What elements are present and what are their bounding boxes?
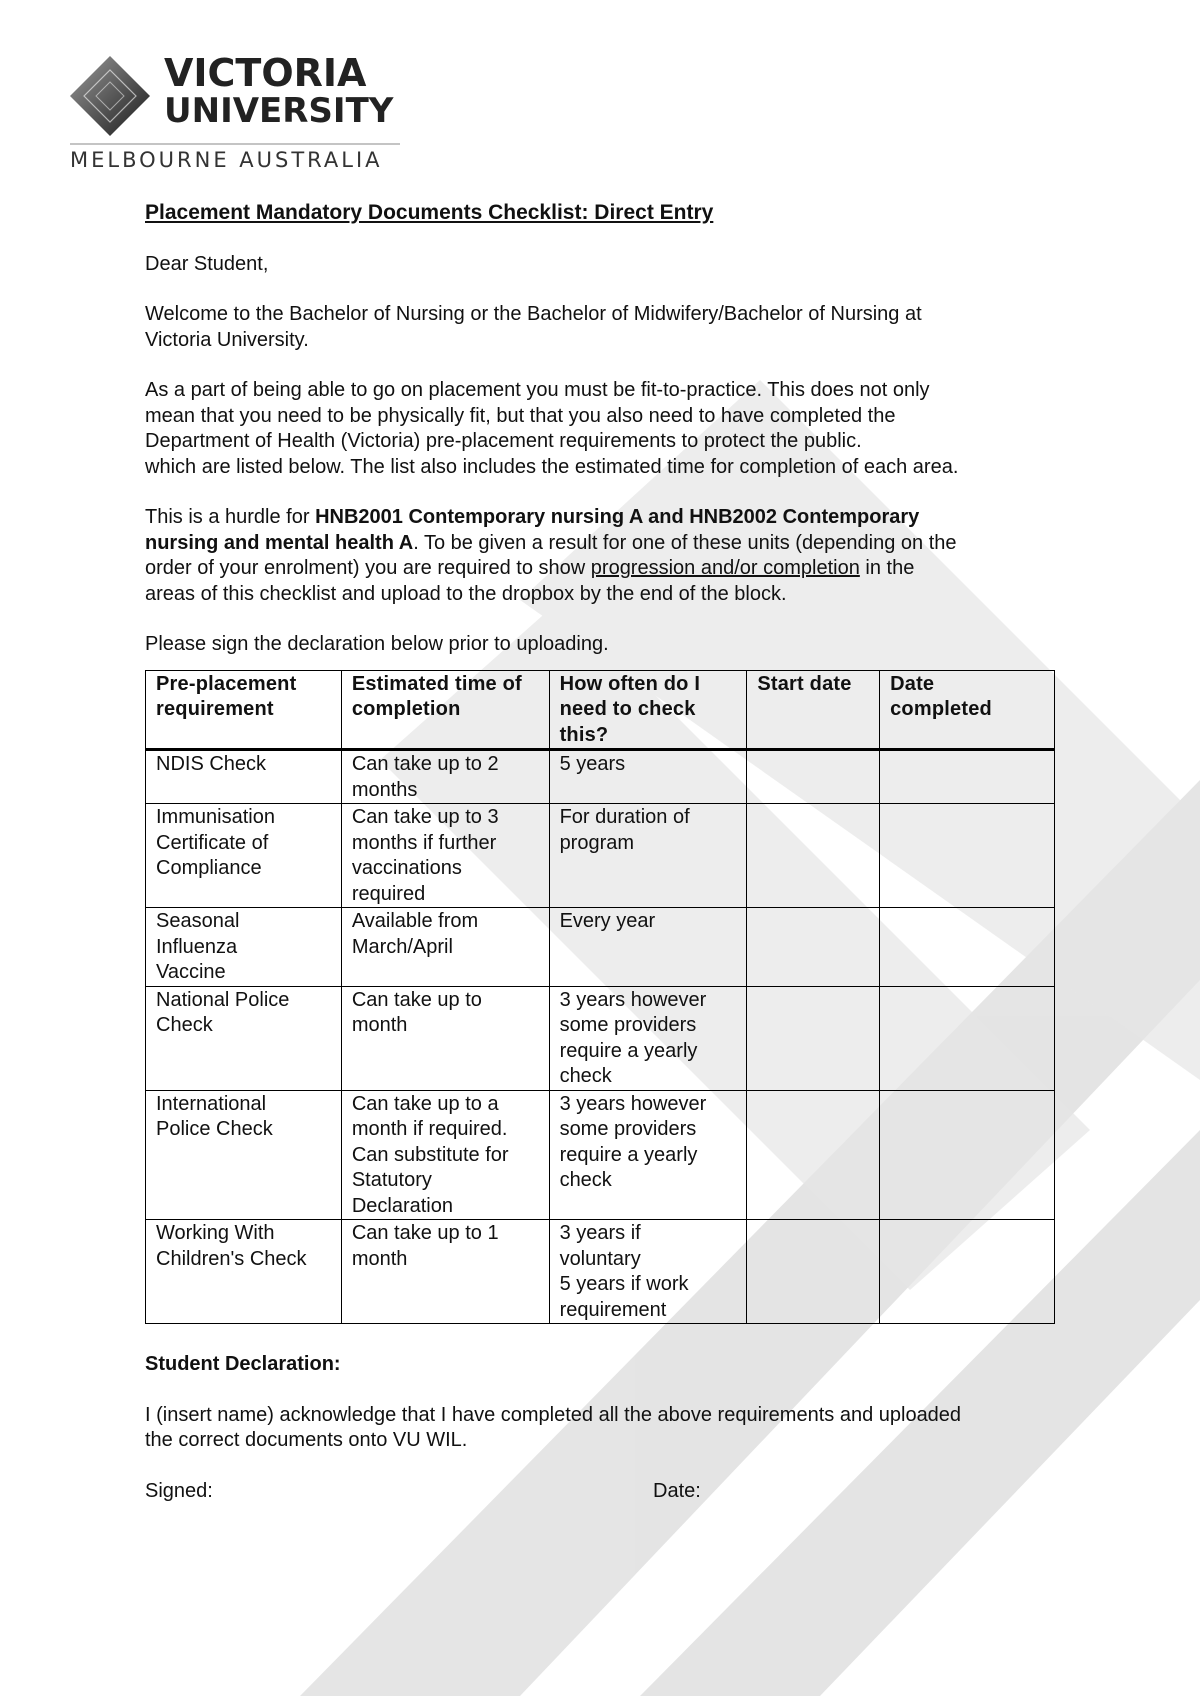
cell-text-line: month [351, 1247, 408, 1270]
cell-requirement [146, 986, 342, 1090]
cell-text-line: Certificate of [156, 831, 269, 854]
cell-text-line: required [351, 882, 426, 905]
cell-text-line: 5 years if work [559, 1273, 689, 1295]
cell-text-line: requirement [559, 1298, 667, 1321]
cell-text-line: 3 years however [559, 1092, 707, 1115]
cell-time [341, 750, 549, 804]
header-text-line: Estimated time of [351, 672, 522, 695]
header-text-line: requirement [156, 698, 274, 720]
fitness-line: As a part of being able to go on placement you must be fit-to-practice. This does not only [145, 379, 930, 401]
cell-date-completed[interactable] [880, 750, 1055, 804]
signature-row [145, 1479, 1055, 1505]
fitness-paragraph [145, 378, 1055, 480]
header-text-line: Date [890, 672, 935, 695]
header-date-completed [880, 670, 1055, 750]
header-text-line: completed [890, 698, 992, 720]
cell-start-date[interactable] [747, 908, 880, 987]
cell-date-completed[interactable] [880, 1220, 1055, 1324]
declaration-line: the correct documents onto VU WIL. [145, 1429, 468, 1451]
page-title: Placement Mandatory Documents Checklist: Direct Entry [145, 201, 714, 224]
cell-time [341, 1090, 549, 1220]
declaration-heading: Student Declaration: [145, 1353, 341, 1375]
cell-frequency [549, 804, 747, 908]
cell-text-line: Available from [351, 910, 479, 932]
welcome-paragraph [145, 302, 1055, 353]
header-text-line: Start date [757, 672, 852, 695]
table-header-row [146, 670, 1055, 750]
cell-text-line: Can take up to [351, 988, 482, 1011]
cell-text-line: NDIS Check [156, 753, 267, 775]
cell-time [341, 1220, 549, 1324]
cell-date-completed[interactable] [880, 908, 1055, 987]
cell-text-line: Vaccine [156, 961, 226, 983]
document-body [145, 200, 1055, 1505]
fitness-line: Department of Health (Victoria) pre-placement requirements to protect the public. [145, 430, 862, 452]
cell-text-line: Seasonal [156, 910, 240, 932]
cell-text-line: Statutory [351, 1169, 432, 1191]
table-row [146, 1220, 1055, 1324]
cell-date-completed[interactable] [880, 1090, 1055, 1220]
hurdle-line-3 [145, 556, 1055, 582]
unit-name: nursing and mental health A [145, 531, 414, 554]
header-text-line: How often do I [559, 672, 701, 695]
cell-text-line: Every year [559, 910, 656, 932]
cell-requirement [146, 1220, 342, 1324]
cell-date-completed[interactable] [880, 804, 1055, 908]
cell-text-line: National Police [156, 988, 290, 1011]
cell-time [341, 986, 549, 1090]
cell-requirement [146, 908, 342, 987]
cell-text-line: For duration of [559, 806, 690, 828]
table-row [146, 908, 1055, 987]
declaration-text [145, 1403, 1055, 1454]
cell-text-line: Can take up to a [351, 1092, 499, 1115]
cell-text-line: month if required. [351, 1118, 508, 1140]
cell-start-date[interactable] [747, 804, 880, 908]
hurdle-line-1 [145, 505, 1055, 531]
cell-text-line: Can take up to 2 [351, 753, 499, 775]
hurdle-line3-prefix: order of your enrolment) you are required to show [145, 557, 591, 579]
cell-frequency [549, 1090, 747, 1220]
cell-text-line: Compliance [156, 857, 262, 879]
header-text-line: need to check [559, 698, 696, 720]
cell-requirement [146, 1090, 342, 1220]
cell-text-line: Immunisation [156, 806, 275, 828]
cell-text-line: Working With [156, 1222, 275, 1244]
salutation: Dear Student, [145, 252, 269, 275]
cell-text-line: 3 years however [559, 988, 707, 1011]
cell-text-line: some providers [559, 1014, 697, 1036]
header-start-date [747, 670, 880, 750]
fitness-line: mean that you need to be physically fit, but that you also need to have completed the [145, 404, 896, 427]
cell-date-completed[interactable] [880, 986, 1055, 1090]
cell-text-line: month [351, 1014, 408, 1036]
cell-text-line: Can substitute for [351, 1143, 509, 1166]
cell-text-line: 5 years [559, 753, 626, 775]
cell-text-line: Children's Check [156, 1247, 307, 1270]
header-text-line: Pre-placement [156, 672, 297, 695]
cell-frequency [549, 908, 747, 987]
cell-text-line: require a yearly [559, 1039, 698, 1062]
table-row [146, 986, 1055, 1090]
cell-text-line: voluntary [559, 1247, 641, 1270]
cell-start-date[interactable] [747, 986, 880, 1090]
header-text-line: this? [559, 723, 609, 746]
cell-text-line: Can take up to 3 [351, 806, 499, 828]
cell-text-line: March/April [351, 935, 453, 958]
table-row [146, 1090, 1055, 1220]
cell-text-line: Check [156, 1014, 213, 1036]
header-frequency [549, 670, 747, 750]
unit-codes: HNB2001 Contemporary nursing A and HNB2002 Contemporary [315, 506, 920, 528]
header-requirement [146, 670, 342, 750]
hurdle-paragraph [145, 505, 1055, 607]
table-row [146, 750, 1055, 804]
cell-requirement [146, 804, 342, 908]
cell-text-line: Declaration [351, 1194, 453, 1217]
requirements-table [145, 670, 1055, 1325]
cell-text-line: Police Check [156, 1118, 273, 1140]
hurdle-line-2 [145, 531, 1055, 557]
cell-text-line: check [559, 1169, 612, 1191]
cell-frequency [549, 1220, 747, 1324]
hurdle-prefix: This is a hurdle for [145, 506, 316, 528]
cell-text-line: require a yearly [559, 1143, 698, 1166]
cell-frequency [549, 750, 747, 804]
logo-name-line1: VICTORIA [164, 51, 367, 95]
progression-emphasis: progression and/or completion [590, 557, 860, 579]
cell-start-date[interactable] [747, 750, 880, 804]
cell-time [341, 804, 549, 908]
cell-frequency [549, 986, 747, 1090]
cell-text-line: vaccinations [351, 857, 462, 879]
welcome-line: Welcome to the Bachelor of Nursing or the Bachelor of Midwifery/Bachelor of Nursing at [145, 303, 922, 325]
cell-text-line: program [559, 831, 635, 854]
hurdle-after-bold: . To be given a result for one of these units (depending on the [413, 531, 957, 554]
hurdle-line3-suffix: in the [859, 557, 915, 579]
cell-text-line: Influenza [156, 935, 238, 958]
cell-start-date[interactable] [747, 1090, 880, 1220]
declaration-line: I (insert name) acknowledge that I have completed all the above requirements and uploaded [145, 1403, 962, 1426]
university-logo [70, 51, 400, 176]
cell-requirement [146, 750, 342, 804]
signed-label: Signed: [145, 1479, 213, 1502]
header-time [341, 670, 549, 750]
logo-tagline: MELBOURNE AUSTRALIA [70, 148, 383, 172]
cell-text-line: months [351, 778, 418, 801]
welcome-line: Victoria University. [145, 328, 309, 351]
logo-name-line2: UNIVERSITY [164, 91, 394, 131]
cell-text-line: International [156, 1092, 267, 1115]
table-row [146, 804, 1055, 908]
cell-time [341, 908, 549, 987]
hurdle-line-4: areas of this checklist and upload to the dropbox by the end of the block. [145, 582, 787, 605]
cell-text-line: Can take up to 1 [351, 1222, 499, 1244]
cell-start-date[interactable] [747, 1220, 880, 1324]
cell-text-line: months if further [351, 831, 497, 854]
sign-instruction: Please sign the declaration below prior to uploading. [145, 633, 609, 655]
date-label: Date: [653, 1479, 701, 1502]
cell-text-line: some providers [559, 1118, 697, 1140]
header-text-line: completion [351, 698, 461, 720]
cell-text-line: 3 years if [559, 1222, 641, 1244]
cell-text-line: check [559, 1065, 612, 1087]
fitness-line: which are listed below. The list also includes the estimated time for completion of each area. [145, 455, 959, 478]
